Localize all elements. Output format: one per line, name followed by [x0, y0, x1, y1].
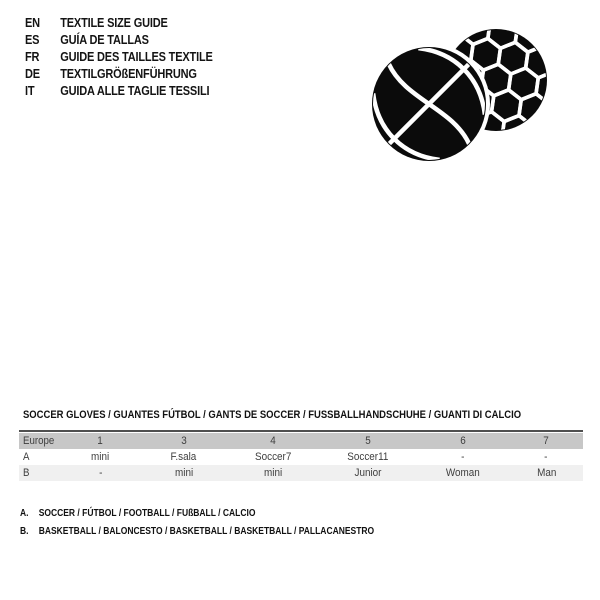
table-cell: Soccer7 [254, 451, 292, 463]
language-code: IT [25, 84, 35, 98]
language-code: DE [25, 67, 40, 81]
language-row-es [25, 32, 238, 49]
table-cell: Soccer11 [347, 451, 389, 463]
table-header-cell: 3 [180, 435, 187, 447]
size-table [19, 430, 583, 481]
sports-balls-illustration [358, 16, 558, 168]
table-header-cell: 5 [365, 435, 371, 447]
table-row-b [19, 465, 583, 481]
size-table-title: SOCCER GLOVES / GUANTES FÚTBOL / GANTS DE SOCCER / FUSSBALLHANDSCHUHE / GUANTI DI CALCIO [23, 409, 522, 421]
table-cell: - [98, 467, 103, 479]
table-header-cell: Europe [23, 435, 55, 447]
table-cell: Man [536, 467, 556, 479]
legend-item-a [20, 505, 437, 523]
legend-item-b [20, 523, 437, 541]
language-row-fr [25, 49, 238, 66]
language-label: GUÍA DE TALLAS [60, 33, 149, 47]
legend-label: B. [20, 526, 29, 537]
table-cell: mini [263, 467, 283, 479]
legend-text: SOCCER / FÚTBOL / FOOTBALL / FUßBALL / CALCIO [38, 508, 256, 519]
table-cell: mini [174, 467, 193, 479]
table-header-row [19, 433, 583, 449]
table-cell: mini [91, 451, 110, 463]
row-label: B [23, 467, 30, 479]
language-guide-block [25, 15, 238, 100]
language-label: TEXTILGRÖßENFÜHRUNG [60, 67, 197, 81]
language-row-it [25, 83, 238, 100]
table-cell: Junior [354, 467, 382, 479]
legend-text: BASKETBALL / BALONCESTO / BASKETBALL / BASKETBALL / PALLACANESTRO [38, 526, 375, 537]
table-cell: F.sala [170, 451, 197, 463]
legend-label: A. [20, 508, 29, 519]
legend-block [20, 505, 437, 541]
table-cell: - [544, 451, 548, 463]
table-header-cell: 6 [460, 435, 466, 447]
language-row-de [25, 66, 238, 83]
language-row-en [25, 15, 238, 32]
table-header-cell: 4 [270, 435, 276, 447]
language-code: ES [25, 33, 40, 47]
table-row-a [19, 449, 583, 465]
row-label: A [23, 451, 30, 463]
language-label: GUIDA ALLE TAGLIE TESSILI [60, 84, 210, 98]
table-header-cell: 1 [97, 435, 104, 447]
language-code: EN [25, 16, 40, 30]
language-label: TEXTILE SIZE GUIDE [60, 16, 168, 30]
language-label: GUIDE DES TAILLES TEXTILE [60, 50, 213, 64]
table-cell: Woman [446, 467, 481, 479]
language-code: FR [25, 50, 40, 64]
table-header-cell: 7 [543, 435, 550, 447]
table-cell: - [461, 451, 465, 463]
